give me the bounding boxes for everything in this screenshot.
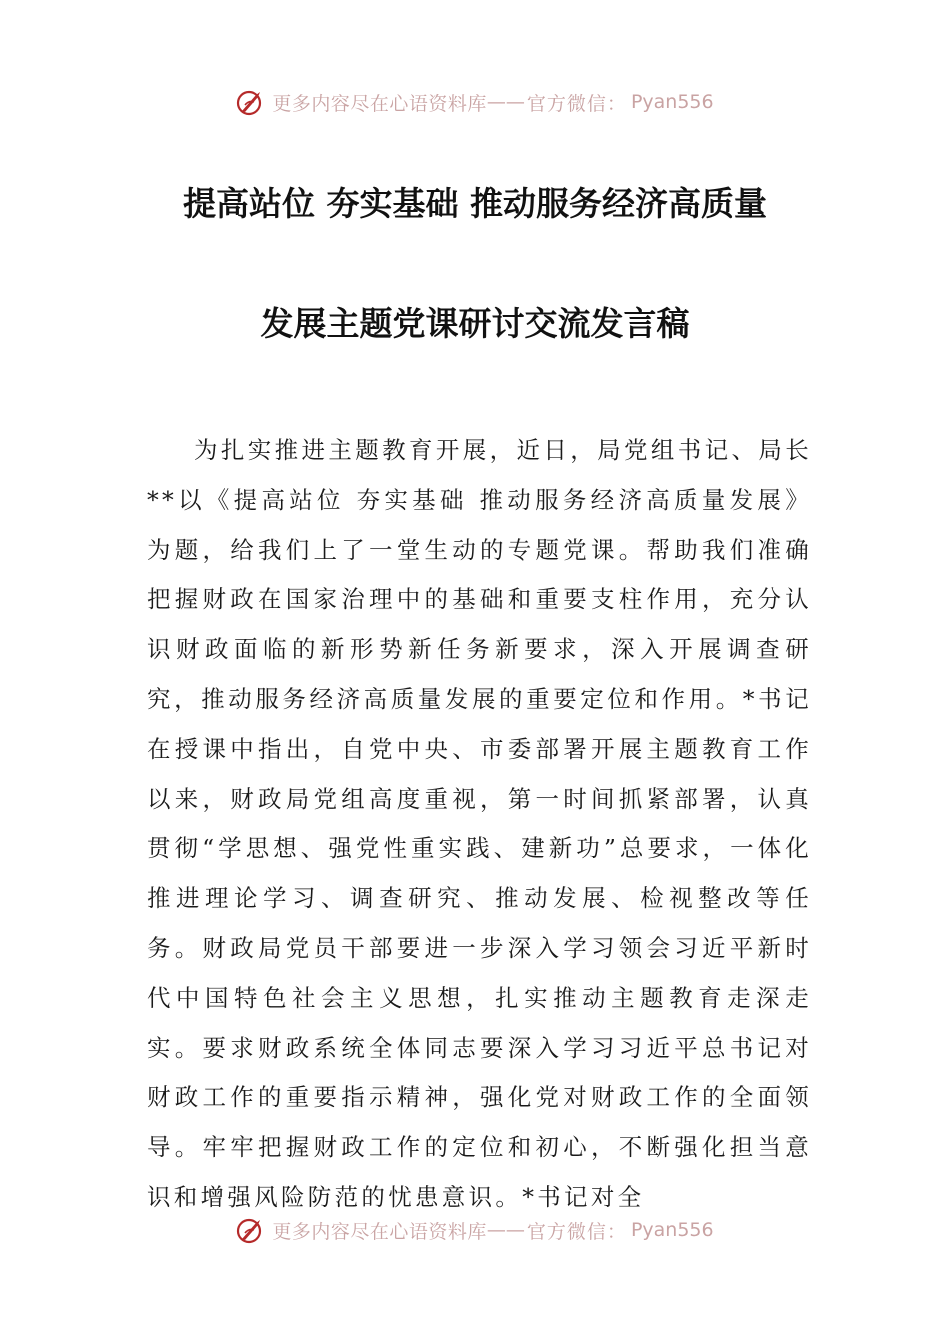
document-title-line-1: 提高站位 夯实基础 推动服务经济高质量: [183, 184, 767, 223]
watermark-dash: ——: [486, 91, 525, 113]
watermark-text: 更多内容尽在心语资料库: [272, 1220, 487, 1243]
document-title-line-2: 发展主题党课研讨交流发言稿: [260, 304, 690, 343]
footer-watermark: [0, 1210, 950, 1250]
pen-logo-icon: [236, 1215, 266, 1245]
watermark-official-label: 官方微信：: [526, 1220, 627, 1243]
watermark-text: 更多内容尽在心语资料库: [272, 92, 487, 115]
pen-logo-icon: [236, 87, 266, 117]
watermark-dash: ——: [486, 1219, 525, 1241]
watermark-id: Pyan556: [630, 1219, 714, 1241]
header-watermark: [0, 82, 950, 122]
body-paragraph: 为扎实推进主题教育开展，近日，局党组书记、局长**以《提高站位 夯实基础 推动服务经济高质量发展》为题，给我们上了一堂生动的专题党课。帮助我们准确把握财政在国家治理中的基础和重要支柱作用，充分认识财政面临的新形势新任务新要求，深入开展调查研究，推动服务经济高质量发展的重要定位和作用。*书记在授课中指出，自党中央、市委部署开展主题教育工作以来，财政局党组高度重视，第一时间抓紧部署，认真贯彻“学思想、强党性重实践、建新功”总要求，一体化推进理论学习、调查研究、推动发展、检视整改等任务。财政局党员干部要进一步深入学习领会习近平新时代中国特色社会主义思想，扎实推动主题教育走深走实。要求财政系统全体同志要深入学习习近平总书记对财政工作的重要指示精神，强化党对财政工作的全面领导。牢牢把握财政工作的定位和初心，不断强化担当意识和增强风险防范的忧患意识。*书记对全: [147, 436, 812, 1211]
watermark-id: Pyan556: [630, 91, 714, 113]
watermark-official-label: 官方微信：: [526, 92, 627, 115]
